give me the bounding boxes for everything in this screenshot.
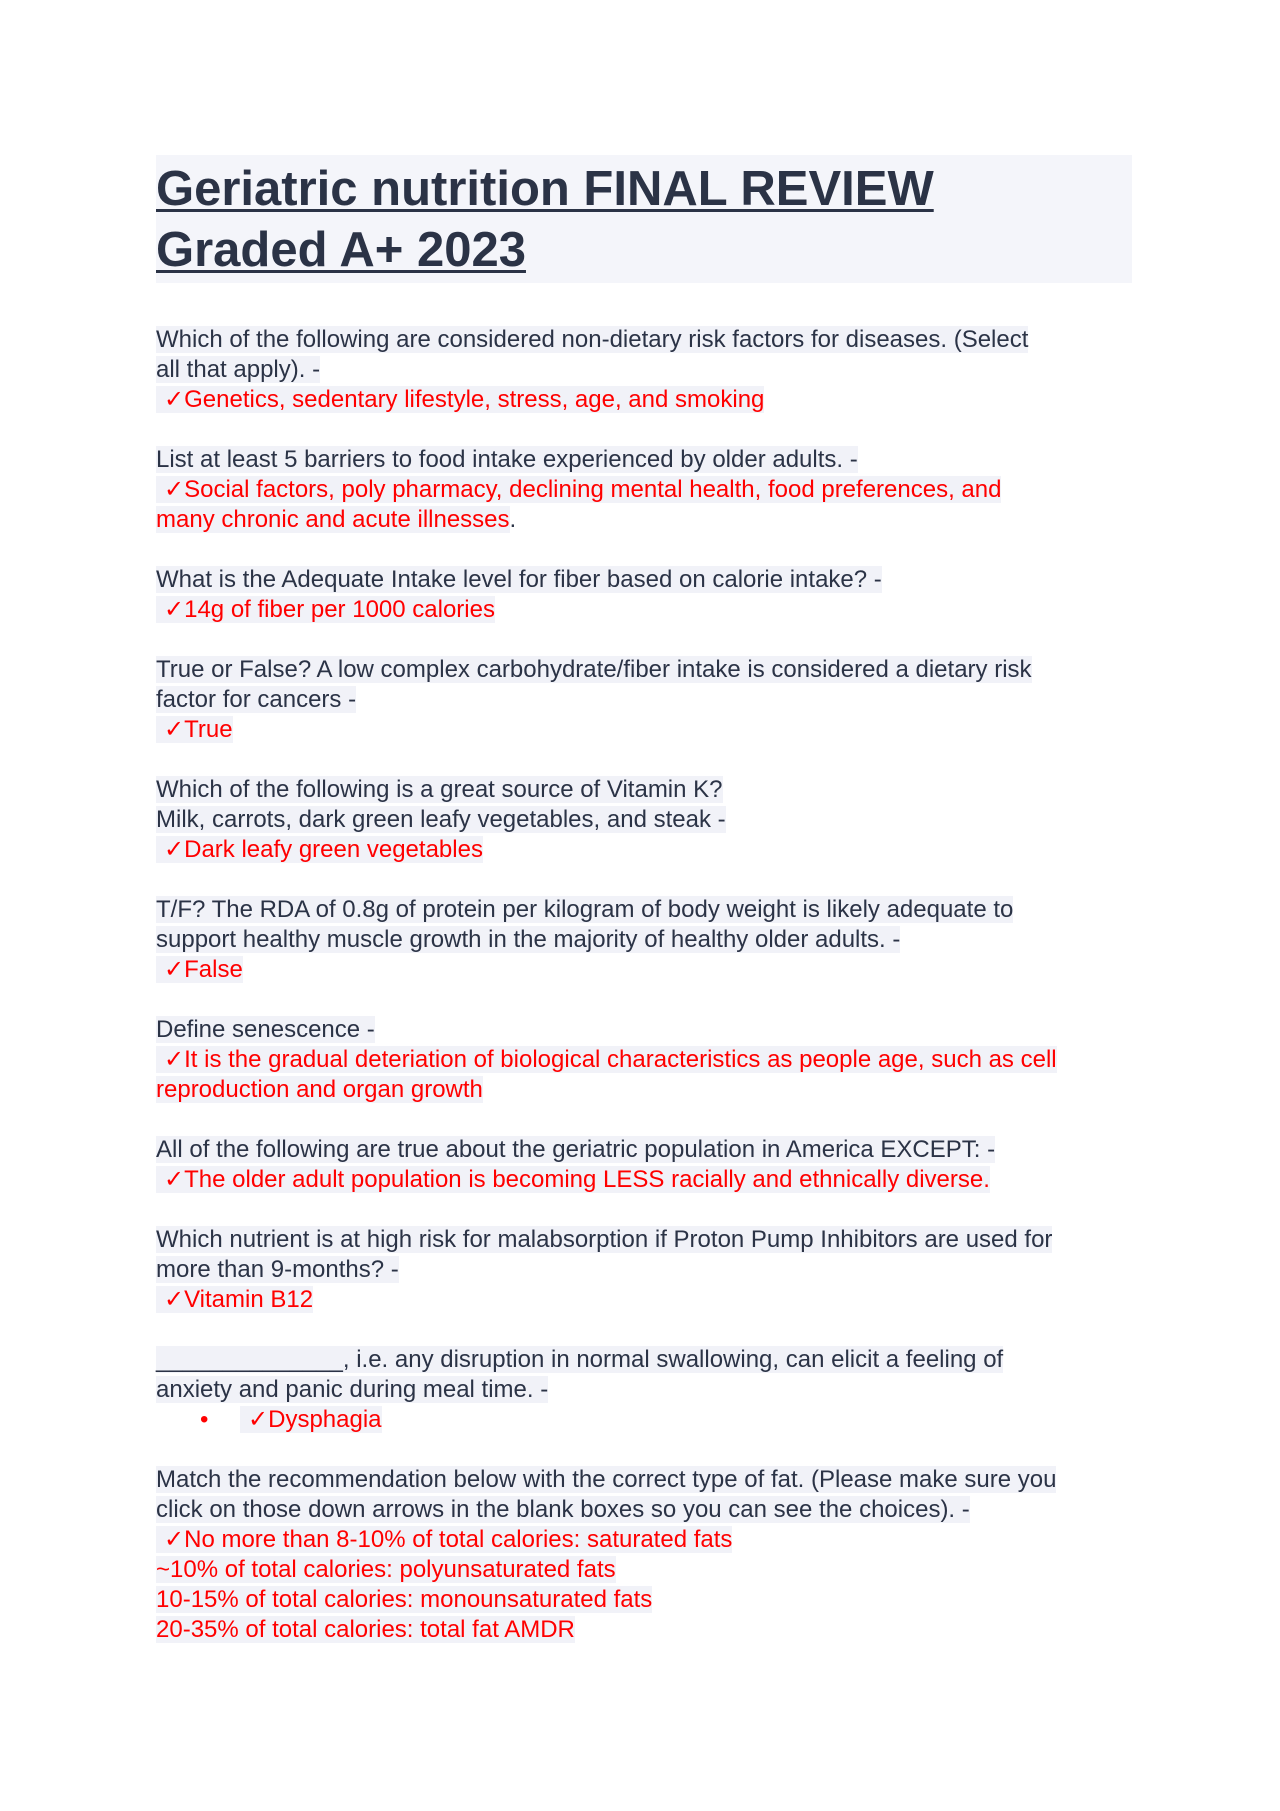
answer-text: [156, 385, 1132, 415]
qa-item: [156, 325, 1132, 415]
qa-list: [156, 325, 1132, 1645]
answer-text: [156, 715, 1132, 745]
question-line: What is the Adequate Intake level for fiber based on calorie intake? -: [156, 566, 882, 593]
document-page: [156, 155, 1132, 1675]
answer-suffix: .: [509, 506, 517, 533]
document-title: [156, 155, 1132, 283]
check-mark-icon: ✓: [164, 716, 185, 743]
question-line: more than 9-months? -: [156, 1256, 399, 1283]
answer-line: True: [184, 716, 233, 743]
answer-text: [156, 1165, 1132, 1195]
question-line: Which nutrient is at high risk for malabsorption if Proton Pump Inhibitors are used for: [156, 1226, 1053, 1253]
check-mark-icon: ✓: [164, 1286, 185, 1313]
answer-line: The older adult population is becoming LESS racially and ethnically diverse.: [184, 1166, 990, 1193]
check-mark-icon: ✓: [164, 1046, 185, 1073]
answer-text: [156, 475, 1132, 535]
question-text: [156, 895, 1132, 955]
question-text: [156, 325, 1132, 385]
question-line: Define senescence -: [156, 1016, 375, 1043]
question-text: [156, 655, 1132, 715]
title-line-2: Graded A+ 2023: [156, 223, 526, 277]
answer-line: No more than 8-10% of total calories: saturated fats: [184, 1526, 733, 1553]
qa-item: [156, 1015, 1132, 1105]
qa-item: [156, 775, 1132, 865]
question-line: ______________, i.e. any disruption in normal swallowing, can elicit a feeling of: [156, 1346, 1004, 1373]
question-line: Which of the following is a great source of Vitamin K?: [156, 776, 723, 803]
answer-text: [156, 1045, 1132, 1105]
check-mark-icon: ✓: [164, 956, 185, 983]
qa-item: [156, 1465, 1132, 1645]
answer-line: False: [184, 956, 243, 983]
question-text: [156, 1345, 1132, 1405]
check-mark-icon: ✓: [164, 476, 185, 503]
answer-line: Social factors, poly pharmacy, declining mental health, food preferences, and: [184, 476, 1002, 503]
qa-item: [156, 445, 1132, 535]
question-line: all that apply). -: [156, 356, 321, 383]
question-line: List at least 5 barriers to food intake experienced by older adults. -: [156, 446, 858, 473]
answer-text: [156, 1525, 1132, 1645]
question-line: anxiety and panic during meal time. -: [156, 1376, 549, 1403]
qa-item: [156, 1225, 1132, 1315]
qa-item: [156, 655, 1132, 745]
qa-item: [156, 1345, 1132, 1435]
question-line: click on those down arrows in the blank boxes so you can see the choices). -: [156, 1496, 970, 1523]
check-mark-icon: ✓: [164, 1526, 185, 1553]
answer-line: 14g of fiber per 1000 calories: [184, 596, 495, 623]
question-text: [156, 565, 1132, 595]
question-text: [156, 1225, 1132, 1285]
question-line: factor for cancers -: [156, 686, 357, 713]
check-mark-icon: ✓: [248, 1406, 269, 1433]
question-text: [156, 1135, 1132, 1165]
question-line: Milk, carrots, dark green leafy vegetables, and steak -: [156, 806, 726, 833]
question-line: support healthy muscle growth in the majority of healthy older adults. -: [156, 926, 901, 953]
check-mark-icon: ✓: [164, 836, 185, 863]
answer-line: Vitamin B12: [184, 1286, 314, 1313]
answer-line: many chronic and acute illnesses: [156, 506, 510, 533]
check-mark-icon: ✓: [164, 1166, 185, 1193]
question-line: T/F? The RDA of 0.8g of protein per kilogram of body weight is likely adequate to: [156, 896, 1014, 923]
answer-line: It is the gradual deteriation of biological characteristics as people age, such as cell: [184, 1046, 1057, 1073]
answer-text: [156, 835, 1132, 865]
answer-line: Dark leafy green vegetables: [184, 836, 483, 863]
answer-line: ~10% of total calories: polyunsaturated fats: [156, 1556, 616, 1583]
question-text: [156, 775, 1132, 835]
answer-line: 10-15% of total calories: monounsaturated fats: [156, 1586, 653, 1613]
question-line: All of the following are true about the geriatric population in America EXCEPT: -: [156, 1136, 996, 1163]
question-text: [156, 1015, 1132, 1045]
bullet-answer: [156, 1405, 1132, 1435]
answer-text: [156, 1285, 1132, 1315]
answer-text: [156, 595, 1132, 625]
answer-line: Genetics, sedentary lifestyle, stress, age, and smoking: [184, 386, 765, 413]
answer-line: reproduction and organ growth: [156, 1076, 483, 1103]
question-line: True or False? A low complex carbohydrate/fiber intake is considered a dietary risk: [156, 656, 1032, 683]
answer-line: 20-35% of total calories: total fat AMDR: [156, 1616, 575, 1643]
answer-text: [156, 955, 1132, 985]
question-text: [156, 445, 1132, 475]
qa-item: [156, 565, 1132, 625]
qa-item: [156, 895, 1132, 985]
answer-line: Dysphagia: [268, 1406, 382, 1433]
question-line: Which of the following are considered non-dietary risk factors for diseases. (Select: [156, 326, 1029, 353]
question-text: [156, 1465, 1132, 1525]
check-mark-icon: ✓: [164, 386, 185, 413]
check-mark-icon: ✓: [164, 596, 185, 623]
bullet-icon: •: [200, 1406, 209, 1433]
title-line-1: Geriatric nutrition FINAL REVIEW: [156, 162, 934, 216]
question-line: Match the recommendation below with the correct type of fat. (Please make sure you: [156, 1466, 1057, 1493]
qa-item: [156, 1135, 1132, 1195]
